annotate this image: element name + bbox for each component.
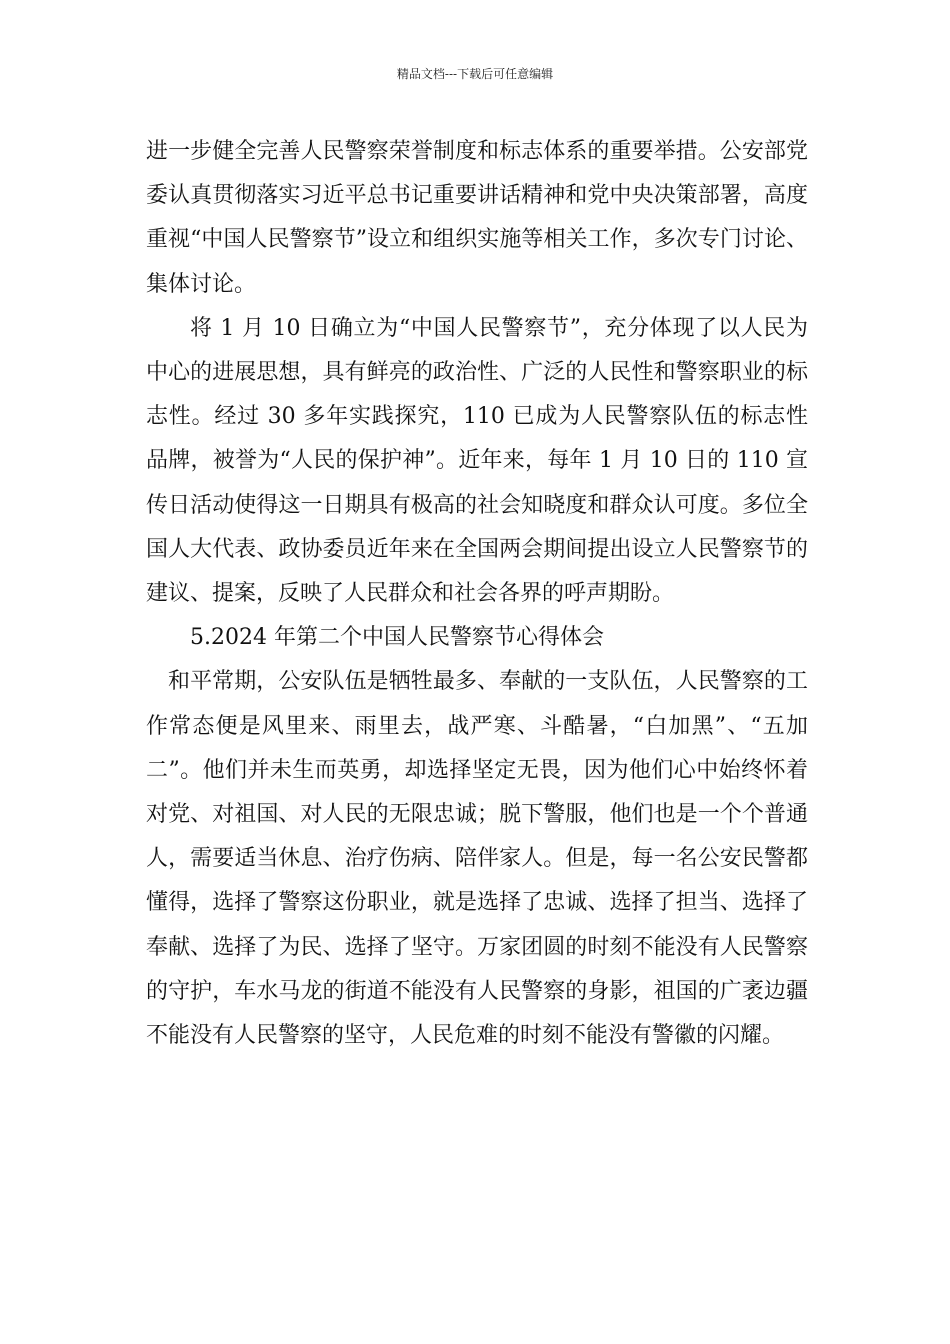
paragraph-3: 和平常期，公安队伍是牺牲最多、奉献的一支队伍，人民警察的工作常态便是风里来、雨里去，战严寒、斗酷暑，“白加黑”、“五加二”。他们并未生而英勇，却选择坚定无畏，因为他们心中始终怀着对党、对祖国、对人民的无限忠诚；脱下警服，他们也是一个个普通人，需要适当休息、治疗伤病、陪伴家人。但是，每一名公安民警都懂得，选择了警察这份职业，就是选择了忠诚、选择了担当、选择了奉献、选择了为民、选择了坚守。万家团圆的时刻不能没有人民警察的守护，车水马龙的街道不能没有人民警察的身影，祖国的广袤边疆不能没有人民警察的坚守，人民危难的时刻不能没有警徽的闪耀。	[146, 669, 808, 1049]
page-header: 精品文档---下载后可任意编辑	[396, 67, 554, 81]
paragraph-1: 进一步健全完善人民警察荣誉制度和标志体系的重要举措。公安部党委认真贯彻落实习近平总书记重要讲话精神和党中央决策部署，高度重视“中国人民警察节”设立和组织实施等相关工作，多次专门讨论、集体讨论。	[146, 139, 808, 297]
document-body	[146, 130, 808, 1058]
paragraph-2: 将 1 月 10 日确立为“中国人民警察节”，充分体现了以人民为中心的进展思想，具有鲜亮的政治性、广泛的人民性和警察职业的标志性。经过 30 多年实践探究，110 已成为人民警察队伍的标志性品牌，被誉为“人民的保护神”。近年来，每年 1 月 10 日的 110 宣传日活动使得这一日期具有极高的社会知晓度和群众认可度。多位全国人大代表、政协委员近年来在全国两会期间提出设立人民警察节的建议、提案，反映了人民群众和社会各界的呼声期盼。	[146, 315, 808, 607]
section-heading: 5.2024 年第二个中国人民警察节心得体会	[190, 625, 604, 651]
